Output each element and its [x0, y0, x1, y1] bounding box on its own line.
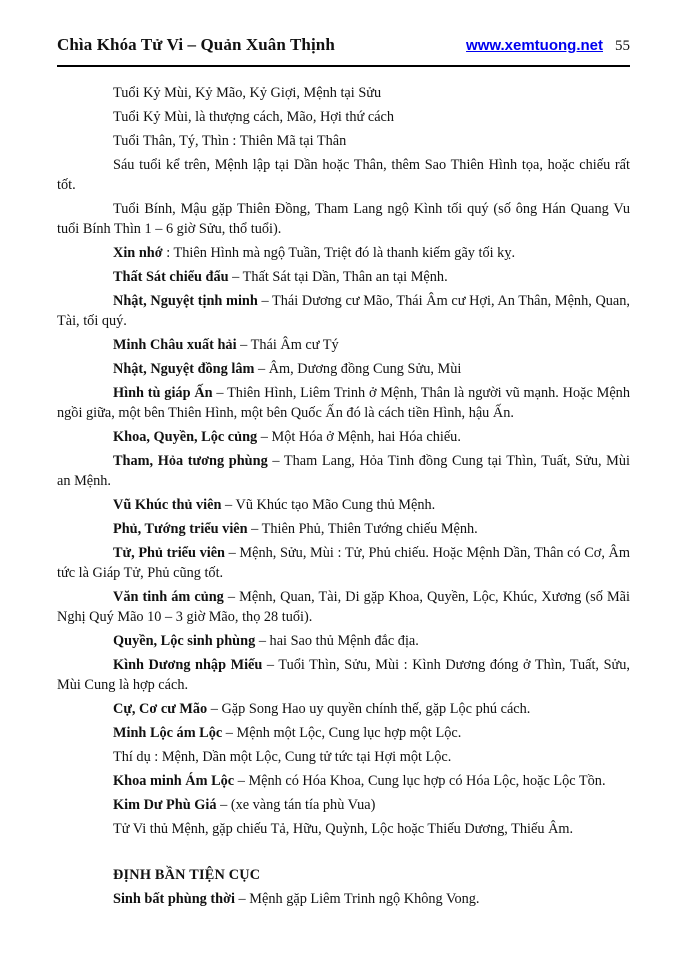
paragraph-text: Tuổi Bính, Mậu gặp Thiên Đồng, Tham Lang ngộ Kình tối quý (số ông Hán Quang Vu tuổi Bính Thìn 1 – 6 giờ Sửu, thổ tuổi).: [57, 201, 630, 237]
paragraph-text: Tuổi Thân, Tý, Thìn : Thiên Mã tại Thân: [113, 133, 347, 149]
term-bold: Tham, Hỏa tương phùng: [113, 453, 268, 469]
paragraph-text: : Thiên Hình mà ngộ Tuần, Triệt đó là thanh kiếm gãy tối kỵ.: [162, 245, 516, 261]
term-bold: Kim Dư Phù Giá: [113, 797, 217, 813]
paragraph-text: Tuổi Kỷ Mùi, Kỷ Mão, Kỷ Giợi, Mệnh tại Sửu: [113, 85, 382, 101]
paragraph: [57, 291, 630, 331]
term-bold: Sinh bất phùng thời: [113, 891, 235, 907]
page-header: [57, 34, 630, 56]
website-link[interactable]: www.xemtuong.net: [466, 37, 603, 54]
paragraph: [57, 335, 630, 355]
paragraph-text: Tuổi Kỷ Mùi, là thượng cách, Mão, Hợi thứ cách: [113, 109, 395, 125]
term-bold: Khoa minh Ám Lộc: [113, 773, 235, 789]
paragraph-text: Sáu tuổi kể trên, Mệnh lập tại Dần hoặc Thân, thêm Sao Thiên Hình tọa, hoặc chiếu rất tốt.: [57, 157, 630, 193]
term-bold: Văn tinh ám củng: [113, 589, 224, 605]
paragraph-text: – Thiên Phủ, Thiên Tướng chiếu Mệnh.: [247, 521, 478, 537]
paragraph: [57, 519, 630, 539]
paragraph-text: – Tuổi Thìn, Sửu, Mùi : Kình Dương đóng ở Thìn, Tuất, Sửu, Mùi Cung là hợp cách.: [57, 657, 630, 693]
paragraph: [57, 155, 630, 195]
paragraph-text: – (xe vàng tán tía phù Vua): [216, 797, 376, 813]
term-bold: Thất Sát chiểu đẩu: [113, 269, 229, 285]
paragraph: [57, 495, 630, 515]
paragraph-text: – Mệnh gặp Liêm Trinh ngộ Không Vong.: [234, 891, 480, 907]
paragraph-text: – Thái Âm cư Tý: [236, 337, 339, 353]
paragraph: [57, 131, 630, 151]
paragraph: [57, 107, 630, 127]
paragraph: [57, 889, 630, 909]
term-bold: Phủ, Tướng triểu viên: [113, 521, 248, 537]
paragraph-text: – Mệnh một Lộc, Cung lục hợp một Lộc.: [222, 725, 462, 741]
document-body: [57, 83, 630, 909]
term-bold: Cự, Cơ cư Mão: [113, 701, 208, 717]
paragraph: [57, 83, 630, 103]
paragraph: [57, 383, 630, 423]
term-bold: Nhật, Nguyệt đồng lâm: [113, 361, 255, 377]
term-bold: Xin nhớ: [113, 245, 163, 261]
page-number: 55: [615, 38, 630, 54]
paragraph: [57, 243, 630, 263]
paragraph-text: – Âm, Dương đồng Cung Sửu, Mùi: [254, 361, 462, 377]
paragraph: [57, 199, 630, 239]
paragraph-text: – Mệnh, Quan, Tài, Di gặp Khoa, Quyền, Lộc, Khúc, Xương (số Mãi Nghị Quý Mão 10 – 3 giờ Mão, thọ 28 tuổi).: [57, 589, 630, 625]
paragraph-text: – Thiên Hình, Liêm Trinh ở Mệnh, Thân là người vũ mạnh. Hoặc Mệnh ngồi giữa, một bên Thiên Hình, một bên Quốc Ấn đó là cách tiền Hình, hậu Ấn.: [57, 385, 630, 421]
paragraph-text: – Thất Sát tại Dần, Thân an tại Mệnh.: [228, 269, 448, 285]
paragraph-text: Tử Vi thủ Mệnh, gặp chiếu Tả, Hữu, Quỳnh, Lộc hoặc Thiếu Dương, Thiếu Âm.: [113, 821, 574, 837]
paragraph: [57, 655, 630, 695]
paragraph-text: – Mệnh, Sửu, Mùi : Tử, Phủ chiếu. Hoặc Mệnh Dần, Thân có Cơ, Âm tức là Giáp Tử, Phủ cũng tốt.: [57, 545, 631, 581]
paragraph: [57, 359, 630, 379]
paragraph: [57, 427, 630, 447]
paragraph: [57, 699, 630, 719]
document-title: Chìa Khóa Tử Vi – Quản Xuân Thịnh: [57, 35, 335, 54]
paragraph-text: – Thái Dương cư Mão, Thái Âm cư Hợi, An Thân, Mệnh, Quan, Tài, tối quý.: [57, 293, 630, 329]
term-bold: Khoa, Quyền, Lộc củng: [113, 429, 258, 445]
term-bold: Nhật, Nguyệt tịnh minh: [113, 293, 258, 309]
paragraph-text: – Mệnh có Hóa Khoa, Cung lục hợp có Hóa Lộc, hoặc Lộc Tồn.: [234, 773, 606, 789]
paragraph: [57, 451, 630, 491]
term-bold: Hình tù giáp Ấn: [113, 385, 213, 401]
paragraph-text: – Gặp Song Hao uy quyền chính thế, gặp Lộc phú cách.: [207, 701, 531, 717]
paragraph-text: – Tham Lang, Hỏa Tinh đồng Cung tại Thìn, Tuất, Sửu, Mùi an Mệnh.: [57, 453, 631, 489]
header-right-group: [466, 37, 630, 55]
term-bold: Tử, Phủ triểu viên: [113, 545, 226, 561]
term-bold: Vũ Khúc thủ viên: [113, 497, 222, 513]
paragraph: [57, 267, 630, 287]
paragraph-text: – Một Hóa ở Mệnh, hai Hóa chiếu.: [257, 429, 461, 445]
paragraph: [57, 587, 630, 627]
term-bold: Kình Dương nhập Miếu: [113, 657, 263, 673]
section-heading: ĐỊNH BẦN TIỆN CỤC: [113, 867, 261, 883]
paragraph: [57, 771, 630, 791]
term-bold: Minh Lộc ám Lộc: [113, 725, 223, 741]
paragraph: [57, 819, 630, 839]
term-bold: Quyền, Lộc sinh phùng: [113, 633, 256, 649]
paragraph-text: Thí dụ : Mệnh, Dần một Lộc, Cung tử tức tại Hợi một Lộc.: [113, 749, 452, 765]
paragraph: [57, 795, 630, 815]
paragraph-text: – Vũ Khúc tạo Mão Cung thủ Mệnh.: [221, 497, 436, 513]
paragraph: [57, 543, 630, 583]
paragraph: [57, 631, 630, 651]
header-divider: [57, 65, 630, 67]
paragraph: [57, 747, 630, 767]
paragraph-text: – hai Sao thủ Mệnh đắc địa.: [255, 633, 419, 649]
term-bold: Minh Châu xuất hải: [113, 337, 237, 353]
paragraph: [57, 723, 630, 743]
